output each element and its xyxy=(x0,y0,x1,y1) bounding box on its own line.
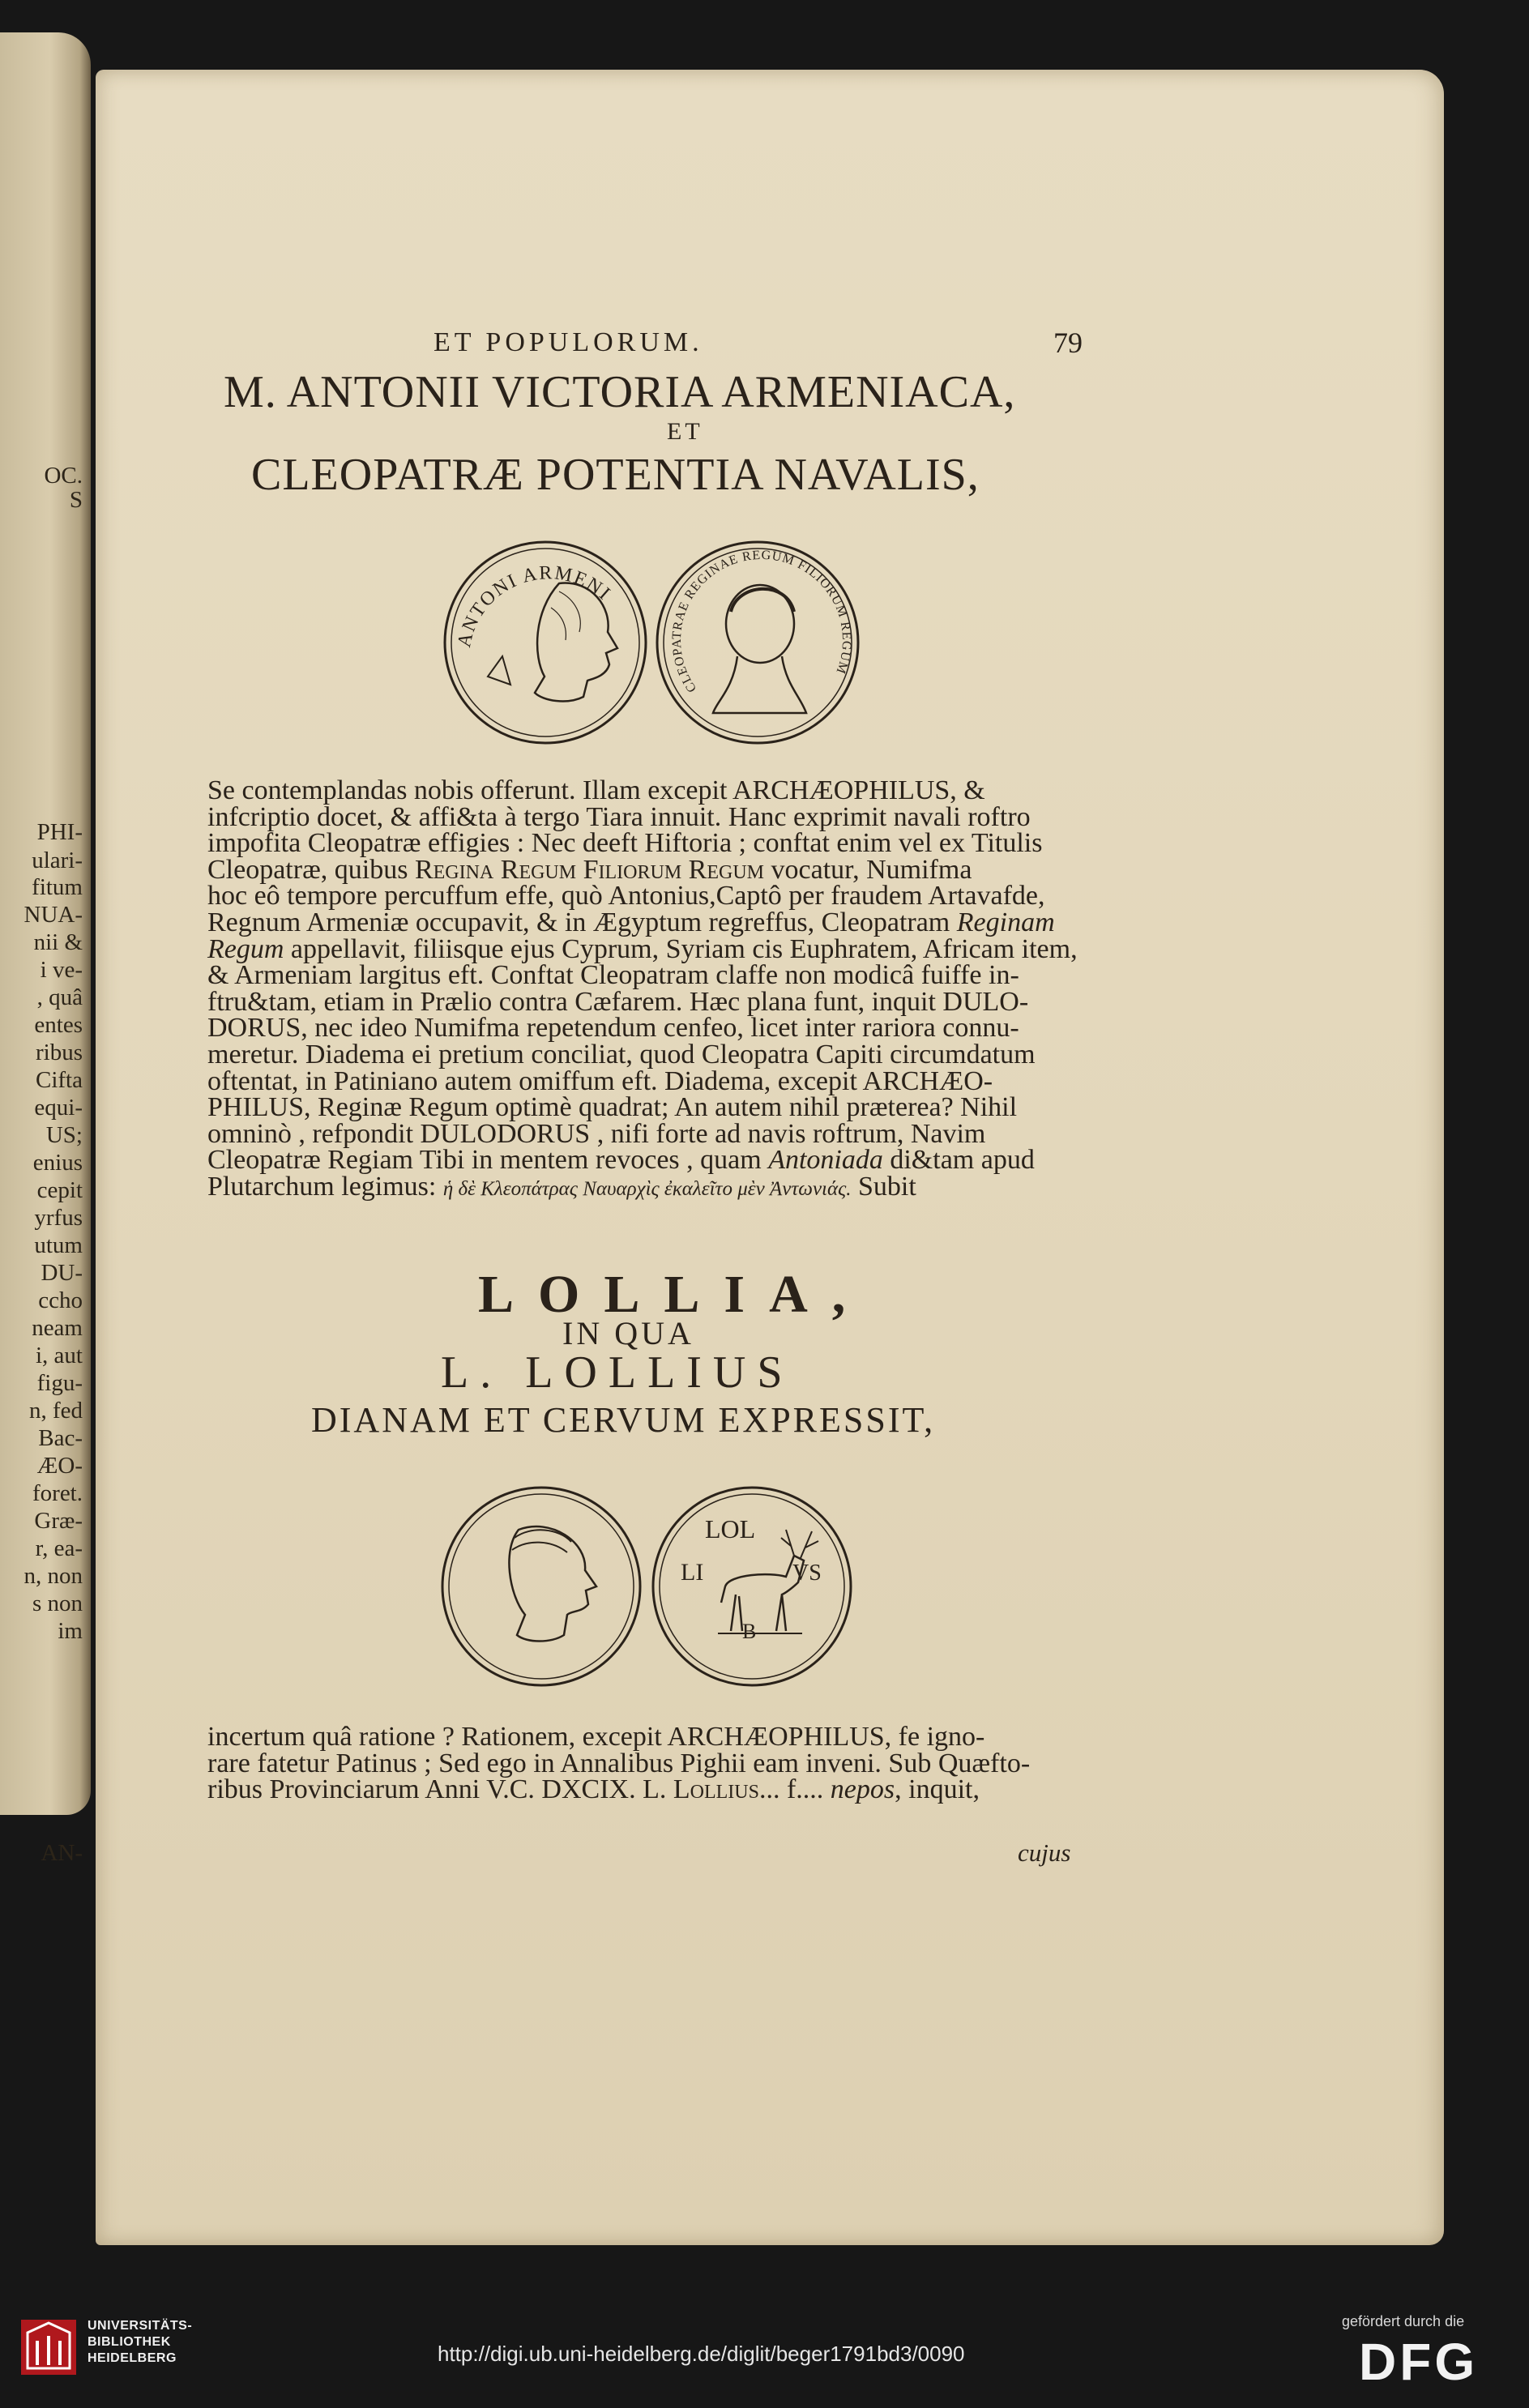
institution-name xyxy=(88,2318,192,2367)
institution-line: BIBLIOTHEK xyxy=(88,2335,171,2349)
text-line xyxy=(207,907,1087,937)
text-line xyxy=(207,1774,1087,1805)
left-page-fragment: ulari- xyxy=(32,847,83,873)
text-run-italic: nepos xyxy=(830,1774,895,1805)
text-line xyxy=(207,1171,1087,1203)
coin2-legend-bottom: B xyxy=(742,1620,757,1643)
left-page-fragment: cepit xyxy=(36,1177,83,1203)
text-run: Regnum Armeniæ occupavit, & in Ægyptum regreffus, Cleopatram xyxy=(207,907,957,937)
left-page-fragment: neam xyxy=(32,1315,83,1341)
text-line: DORUS, nec ideo Numifma repetendum cenfeo, licet inter rariora connu- xyxy=(207,1013,1019,1044)
text-run-small-caps: Regina Regum Filiorum Regum xyxy=(414,854,765,885)
text-run: , inquit, xyxy=(895,1774,980,1805)
left-page-fragment: DU- xyxy=(41,1260,83,1286)
left-page-fragment: Cifta xyxy=(36,1067,83,1093)
coin-engraving-antony-cleopatra xyxy=(438,535,867,754)
coin2-legend-right: VS xyxy=(792,1561,822,1586)
text-line xyxy=(207,1147,1087,1174)
text-run: ribus Provinciarum Anni V.C. DXCIX. L. xyxy=(207,1774,673,1805)
left-page-fragment: enius xyxy=(32,1150,83,1176)
coin-engraving-lollius-diana xyxy=(438,1481,859,1692)
university-seal-icon xyxy=(18,2316,79,2378)
left-facing-page xyxy=(0,32,91,1866)
text-line: omninò , refpondit DULODORUS , nifi forte ad navis roftrum, Navim xyxy=(207,1118,986,1149)
institution-line: UNIVERSITÄTS- xyxy=(88,2319,193,2333)
text-line: PHILUS, Reginæ Regum optimè quadrat; An autem nihil præterea? Nihil xyxy=(207,1092,1018,1123)
text-line: hoc eô tempore percuffum effe, quò Antonius,Captô per fraudem Artavafde, xyxy=(207,881,1045,912)
text-line: Se contemplandas nobis offerunt. Illam excepit ARCHÆOPHILUS, & xyxy=(207,775,985,805)
text-run: Plutarchum legimus: xyxy=(207,1171,443,1202)
paragraph-1 xyxy=(207,775,1087,1203)
left-page-fragment: NUA- xyxy=(23,902,83,928)
title-line-2: CLEOPATRÆ POTENTIA NAVALIS, xyxy=(251,450,980,500)
coin1-obverse-legend: ANTONI ARMENI xyxy=(454,562,615,650)
left-page-fragment: nii & xyxy=(33,929,83,955)
text-line: ftru&tam, etiam in Prælio contra Cæfarem. Hæc plana funt, inquit DULO- xyxy=(207,986,1029,1017)
viewer-footer xyxy=(0,2269,1529,2408)
heading-in-qua: IN QUA xyxy=(562,1315,694,1351)
left-page-fragment: Græ- xyxy=(34,1508,83,1534)
left-page-fragment: s non xyxy=(32,1590,83,1616)
left-page-fragment: i ve- xyxy=(40,957,83,983)
dfg-logo: DFG xyxy=(1359,2333,1479,2391)
text-line: rare fatetur Patinus ; Sed ego in Annalibus Pighii eam inveni. Sub Quæfto- xyxy=(207,1748,1031,1778)
left-page-fragment: S xyxy=(69,487,83,513)
left-page-fragment: equi- xyxy=(34,1095,83,1121)
institution-line: HEIDELBERG xyxy=(88,2351,177,2365)
text-line: oftentat, in Patiniano autem omiffum eft. Diadema, excepit ARCHÆO- xyxy=(207,1065,993,1096)
left-page-fragment: n, fed xyxy=(28,1398,83,1424)
text-run: Subit xyxy=(851,1171,916,1202)
text-run: di&tam apud xyxy=(882,1145,1035,1176)
left-page-fragment: i, aut xyxy=(36,1343,83,1368)
text-line: meretur. Diadema ei pretium conciliat, quod Cleopatra Capiti circumdatum xyxy=(207,1039,1036,1070)
running-head: ET POPULORUM. xyxy=(434,327,703,357)
greek-quotation: ἡ δὲ Κλεοπάτρας Ναυαρχὶς ἐκαλεῖτο μὲν Ἀντωνιάς. xyxy=(442,1177,852,1200)
text-run: Cleopatræ Regiam Tibi in mentem revoces , quam xyxy=(207,1145,769,1176)
paragraph-2 xyxy=(207,1724,1087,1804)
text-run: Cleopatræ, quibus xyxy=(207,854,415,885)
svg-text:ANTONI ARMENI xyxy=(454,562,615,649)
text-run-italic: Antoniada xyxy=(768,1145,883,1176)
left-page-fragment: , quâ xyxy=(36,984,83,1010)
text-run-italic: Reginam xyxy=(956,907,1055,937)
left-page-fragment: ÆO- xyxy=(36,1453,83,1479)
left-page-fragment: PHI- xyxy=(36,819,83,845)
text-run: vocatur, Numifma xyxy=(764,854,972,885)
left-page-fragment: fitum xyxy=(32,874,83,900)
coin1-reverse-legend: CLEOPATRAE REGINAE REGUM FILIORUM REGUM xyxy=(669,548,854,695)
text-run-small-caps: Lollius xyxy=(673,1774,759,1805)
title-et: ET xyxy=(667,418,703,445)
text-line xyxy=(207,854,1087,885)
text-run: appellavit, filiisque ejus Cyprum, Syriam cis Euphratem, Africam item, xyxy=(284,933,1078,964)
heading-lollius: L. LOLLIUS xyxy=(441,1347,794,1398)
funding-label: gefördert durch die xyxy=(1342,2313,1465,2329)
heading-dianam: DIANAM ET CERVUM EXPRESSIT, xyxy=(311,1400,936,1440)
left-page-fragment: yrfus xyxy=(34,1205,83,1231)
title-line-1: M. ANTONII VICTORIA ARMENIACA, xyxy=(224,367,1016,417)
text-run: ... f.... xyxy=(758,1774,831,1805)
left-page-fragment: OC. xyxy=(44,463,83,489)
left-page-fragment: ccho xyxy=(38,1287,83,1313)
left-page-fragment: AN- xyxy=(41,1840,83,1866)
left-page-fragment: n, non xyxy=(23,1563,83,1589)
text-line xyxy=(207,933,1087,964)
left-page-fragment: foret. xyxy=(32,1480,83,1506)
text-line: infcriptio docet, & affi&ta à tergo Tiara innuit. Hanc exprimit navali roftro xyxy=(207,801,1031,832)
permalink-url[interactable]: http://digi.ub.uni-heidelberg.de/diglit/beger1791bd3/0090 xyxy=(438,2342,965,2366)
left-page-fragment: utum xyxy=(34,1232,83,1258)
page-number: 79 xyxy=(1053,327,1083,359)
text-run-italic: Regum xyxy=(207,933,284,964)
text-line: & Armeniam largitus eft. Conftat Cleopatram claffe non modicâ fuiffe in- xyxy=(207,960,1019,991)
left-page-fragment: US; xyxy=(45,1122,83,1148)
catchword: cujus xyxy=(1018,1838,1071,1867)
left-page-fragment: ribus xyxy=(36,1040,83,1065)
heading-lollia: LOLLIA, xyxy=(478,1265,870,1324)
coin2-legend-top: LOL xyxy=(705,1514,756,1543)
left-page-fragment: r, ea- xyxy=(35,1535,83,1561)
coin2-legend-left: LI xyxy=(681,1559,704,1586)
text-line: impofita Cleopatræ effigies : Nec deeft Hiftoria ; conftat enim vel ex Titulis xyxy=(207,828,1043,859)
left-page-fragment: entes xyxy=(34,1012,83,1038)
left-page-fragment: im xyxy=(58,1618,83,1644)
left-page-fragment: Bac- xyxy=(38,1425,83,1451)
left-page-fragment: figu- xyxy=(36,1370,83,1396)
text-line: incertum quâ ratione ? Rationem, excepit ARCHÆOPHILUS, fe igno- xyxy=(207,1722,985,1752)
